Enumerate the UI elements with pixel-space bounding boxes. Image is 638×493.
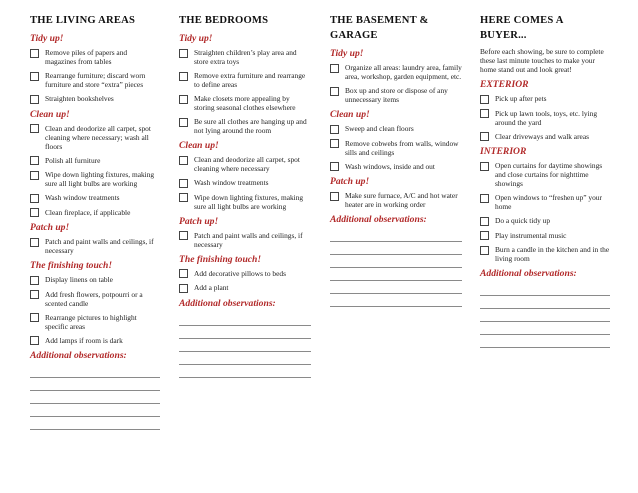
writing-line[interactable] bbox=[30, 365, 160, 378]
column-title: THE BASEMENT & GARAGE bbox=[330, 15, 429, 41]
item-label: Add fresh flowers, potpourri or a scented candle bbox=[45, 289, 143, 308]
checklist-item bbox=[480, 216, 610, 226]
item-label: Clean and deodorize all carpet, spot cleaning where necessary; wash all floors bbox=[45, 123, 151, 151]
writing-line[interactable] bbox=[480, 335, 610, 348]
item-label: Add lamps if room is dark bbox=[45, 335, 123, 345]
section-heading: The finishing touch! bbox=[30, 260, 113, 271]
item-label: Patch and paint walls and ceilings, if necessary bbox=[45, 237, 154, 255]
checkbox[interactable] bbox=[330, 162, 339, 171]
section-heading: INTERIOR bbox=[480, 146, 527, 157]
column-basement-garage bbox=[330, 13, 462, 307]
checklist-item bbox=[480, 193, 610, 211]
item-label: Play instrumental music bbox=[495, 230, 567, 240]
checklist-item bbox=[30, 94, 160, 104]
checklist-item bbox=[30, 193, 160, 203]
checklist-item bbox=[330, 139, 462, 157]
checklist-item bbox=[330, 63, 462, 81]
checklist-item bbox=[30, 290, 160, 308]
checkbox[interactable] bbox=[30, 276, 39, 285]
item-label: Wipe down lighting fixtures, making sure all light bulbs are working bbox=[45, 170, 155, 188]
checkbox[interactable] bbox=[480, 194, 489, 203]
checkbox[interactable] bbox=[330, 64, 339, 73]
column-living-areas bbox=[30, 13, 160, 430]
checkbox[interactable] bbox=[480, 95, 489, 104]
section-heading: Tidy up! bbox=[30, 33, 64, 44]
item-label: Clean and deodorize all carpet, spot cleaning where necessary bbox=[194, 155, 300, 173]
item-label: Sweep and clean floors bbox=[345, 124, 414, 133]
checklist-item bbox=[480, 94, 610, 104]
section-heading: The finishing touch! bbox=[179, 253, 262, 265]
item-label: Open windows to “freshen up” your home bbox=[495, 193, 602, 211]
item-label: Burn a candle in the kitchen and in the living room bbox=[495, 245, 610, 263]
item-label: Wipe down lighting fixtures, making sure all light bulbs are working bbox=[194, 192, 304, 211]
item-label: Organize all areas: laundry area, family area, workshop, garden equipment, etc. bbox=[345, 63, 462, 81]
item-label: Straighten bookshelves bbox=[45, 94, 114, 103]
checkbox[interactable] bbox=[480, 109, 489, 118]
checklist-item bbox=[480, 231, 610, 241]
checkbox[interactable] bbox=[330, 139, 339, 148]
checkbox[interactable] bbox=[480, 246, 489, 255]
checkbox[interactable] bbox=[179, 179, 188, 188]
checklist-item bbox=[480, 161, 610, 188]
column-title: THE LIVING AREAS bbox=[30, 15, 136, 26]
writing-line[interactable] bbox=[480, 322, 610, 335]
checkbox[interactable] bbox=[30, 124, 39, 133]
checkbox[interactable] bbox=[179, 193, 188, 202]
checklist-item bbox=[330, 86, 462, 104]
checklist-item bbox=[179, 178, 311, 188]
section-heading: Clean up! bbox=[30, 108, 70, 120]
checkbox[interactable] bbox=[179, 49, 188, 58]
observations-heading: Additional observations: bbox=[179, 297, 276, 309]
item-label: Wash window treatments bbox=[194, 178, 269, 187]
observation-lines bbox=[30, 365, 160, 430]
checkbox[interactable] bbox=[30, 72, 39, 81]
checklist-item bbox=[179, 48, 311, 66]
item-label: Remove cobwebs from walls, window sills and ceilings bbox=[345, 138, 459, 157]
checklist-item bbox=[30, 170, 160, 188]
writing-line[interactable] bbox=[30, 417, 160, 430]
checklist-item bbox=[30, 156, 160, 166]
item-label: Box up and store or dispose of any unnecessary items bbox=[345, 86, 448, 104]
checklist-item bbox=[179, 283, 311, 293]
checkbox[interactable] bbox=[179, 95, 188, 104]
item-label: Open curtains for daytime showings and close curtains for nighttime showings bbox=[495, 161, 603, 188]
checklist-item bbox=[30, 336, 160, 346]
checklist-item bbox=[179, 231, 311, 249]
checklist-item bbox=[30, 208, 160, 218]
checklist-item bbox=[480, 109, 610, 127]
checkbox[interactable] bbox=[179, 156, 188, 165]
section-heading: EXTERIOR bbox=[480, 79, 529, 90]
checklist-item bbox=[179, 71, 311, 89]
section-heading: Clean up! bbox=[330, 109, 370, 120]
writing-line[interactable] bbox=[330, 229, 462, 242]
observations-heading: Additional observations: bbox=[330, 214, 427, 225]
observation-lines bbox=[330, 229, 462, 307]
checkbox[interactable] bbox=[330, 125, 339, 134]
checklist-item bbox=[179, 94, 311, 112]
writing-line[interactable] bbox=[480, 296, 610, 309]
writing-line[interactable] bbox=[480, 309, 610, 322]
checklist-item bbox=[30, 313, 160, 331]
section-heading: Clean up! bbox=[179, 140, 219, 151]
section-heading: Tidy up! bbox=[179, 33, 213, 44]
observation-lines bbox=[480, 283, 610, 348]
item-label: Display linens on table bbox=[45, 275, 113, 284]
checklist-item bbox=[179, 193, 311, 211]
item-label: Add a plant bbox=[194, 283, 229, 292]
writing-line[interactable] bbox=[30, 378, 160, 391]
item-label: Straighten children’s play area and store extra toys bbox=[194, 48, 297, 66]
item-label: Wash windows, inside and out bbox=[345, 161, 435, 171]
observation-lines bbox=[179, 313, 311, 378]
checkbox[interactable] bbox=[30, 208, 39, 217]
writing-line[interactable] bbox=[330, 255, 462, 268]
checkbox[interactable] bbox=[30, 95, 39, 104]
column-buyer bbox=[480, 13, 610, 348]
item-label: Patch and paint walls and ceilings, if necessary bbox=[194, 230, 303, 249]
item-label: Do a quick tidy up bbox=[495, 216, 551, 225]
checkbox[interactable] bbox=[30, 336, 39, 345]
checklist-item bbox=[30, 48, 160, 66]
checklist-item bbox=[330, 162, 462, 172]
observations-heading: Additional observations: bbox=[480, 268, 577, 279]
writing-line[interactable] bbox=[330, 242, 462, 255]
section-heading: Tidy up! bbox=[330, 48, 364, 59]
writing-line[interactable] bbox=[30, 404, 160, 417]
writing-line[interactable] bbox=[179, 339, 311, 352]
checkbox[interactable] bbox=[30, 238, 39, 247]
checkbox[interactable] bbox=[30, 290, 39, 299]
checkbox[interactable] bbox=[179, 231, 188, 240]
checkbox[interactable] bbox=[179, 269, 188, 278]
checkbox[interactable] bbox=[480, 162, 489, 171]
checklist-item bbox=[179, 155, 311, 173]
checklist-item bbox=[330, 124, 462, 134]
checkbox[interactable] bbox=[179, 284, 188, 293]
column-title: HERE COMES A BUYER... bbox=[480, 15, 564, 41]
section-heading: Patch up! bbox=[179, 215, 219, 227]
checklist-item bbox=[179, 117, 311, 135]
writing-line[interactable] bbox=[330, 268, 462, 281]
item-label: Pick up after pets bbox=[495, 94, 547, 103]
checklist-item bbox=[30, 237, 160, 255]
writing-line[interactable] bbox=[179, 313, 311, 326]
checkbox[interactable] bbox=[30, 171, 39, 180]
column-bedrooms bbox=[179, 13, 311, 378]
item-label: Make closets more appealing by storing seasonal clothes elsewhere bbox=[194, 94, 296, 112]
item-label: Be sure all clothes are hanging up and not lying around the room bbox=[194, 117, 307, 135]
writing-line[interactable] bbox=[179, 352, 311, 365]
checklist-item bbox=[330, 191, 462, 209]
item-label: Pick up lawn tools, toys, etc. lying around the yard bbox=[495, 108, 598, 127]
item-label: Add decorative pillows to beds bbox=[194, 268, 286, 278]
checklist-item bbox=[30, 275, 160, 285]
section-heading: Patch up! bbox=[330, 176, 370, 187]
writing-line[interactable] bbox=[179, 365, 311, 378]
item-label: Wash window treatments bbox=[45, 193, 120, 202]
checklist-item bbox=[480, 132, 610, 142]
checkbox[interactable] bbox=[30, 194, 39, 203]
checkbox[interactable] bbox=[30, 156, 39, 165]
column-title: THE BEDROOMS bbox=[179, 15, 269, 26]
checkbox[interactable] bbox=[330, 87, 339, 96]
item-label: Make sure furnace, A/C and hot water heater are in working order bbox=[345, 191, 458, 209]
checkbox[interactable] bbox=[30, 49, 39, 58]
writing-line[interactable] bbox=[480, 283, 610, 296]
section-heading: Patch up! bbox=[30, 222, 70, 233]
intro-text: Before each showing, be sure to complete these last minute touches to make your home stand out and look great! bbox=[480, 47, 604, 74]
writing-line[interactable] bbox=[179, 326, 311, 339]
writing-line[interactable] bbox=[30, 391, 160, 404]
checkbox[interactable] bbox=[179, 118, 188, 127]
writing-line[interactable] bbox=[330, 294, 462, 307]
observations-heading: Additional observations: bbox=[30, 350, 127, 361]
checkbox[interactable] bbox=[330, 192, 339, 201]
checkbox[interactable] bbox=[30, 313, 39, 322]
checkbox[interactable] bbox=[480, 231, 489, 240]
checklist-item bbox=[30, 71, 160, 89]
checklist-item bbox=[480, 245, 610, 263]
item-label: Rearrange furniture; discard worn furniture and store “extra” pieces bbox=[45, 71, 146, 89]
item-label: Clear driveways and walk areas bbox=[495, 131, 589, 141]
item-label: Clean fireplace, if applicable bbox=[45, 207, 131, 217]
item-label: Polish all furniture bbox=[45, 155, 101, 165]
item-label: Remove extra furniture and rearrange to define areas bbox=[194, 71, 306, 89]
checkbox[interactable] bbox=[480, 132, 489, 141]
checklist-item bbox=[179, 269, 311, 279]
checkbox[interactable] bbox=[179, 72, 188, 81]
item-label: Rearrange pictures to highlight specific areas bbox=[45, 312, 137, 331]
item-label: Remove piles of papers and magazines from tables bbox=[45, 48, 128, 66]
writing-line[interactable] bbox=[330, 281, 462, 294]
checklist-item bbox=[30, 124, 160, 151]
checkbox[interactable] bbox=[480, 217, 489, 226]
